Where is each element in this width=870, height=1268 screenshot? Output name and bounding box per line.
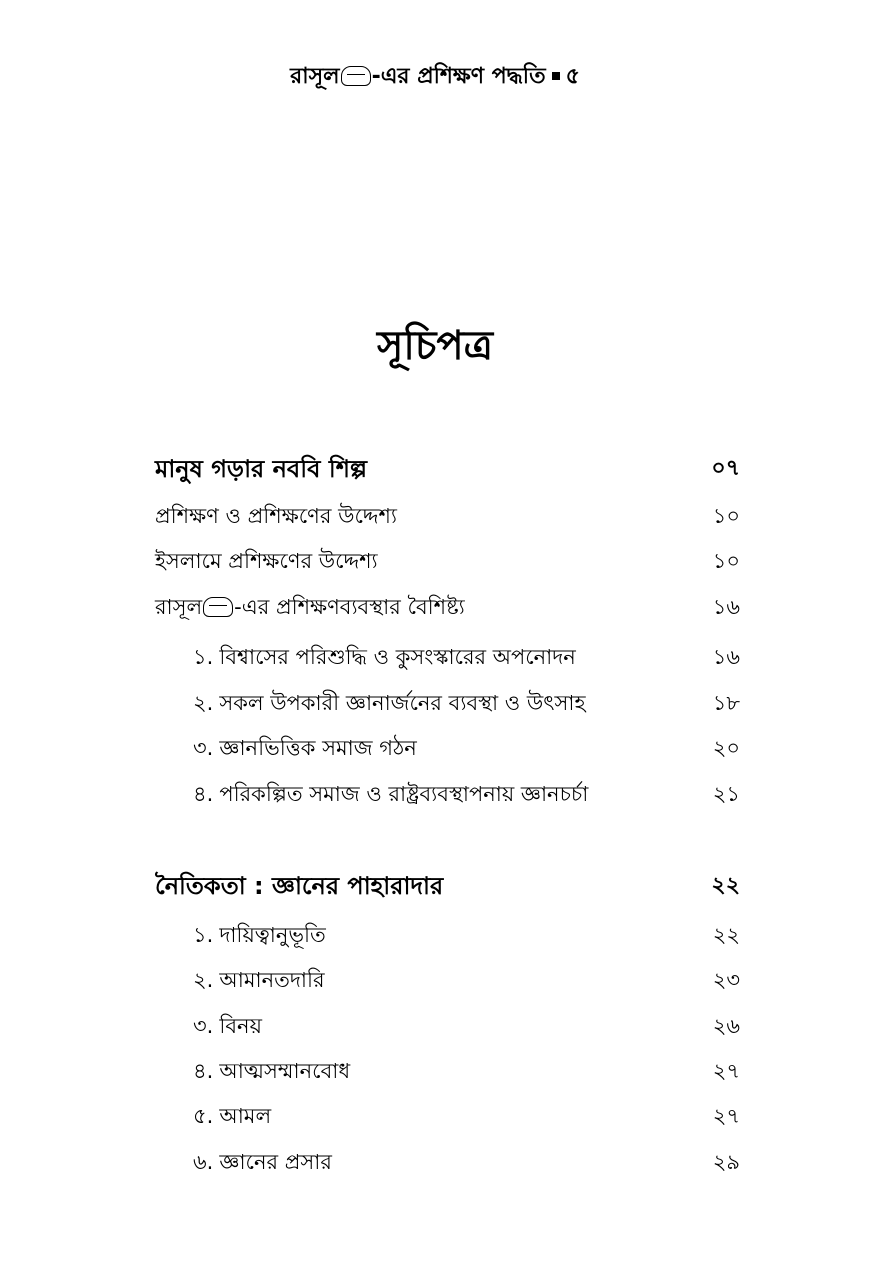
header-separator-icon bbox=[552, 72, 560, 80]
toc-section-page: ১০ bbox=[712, 504, 740, 528]
toc-item-page: ২৯ bbox=[712, 1150, 740, 1174]
header-title-part1: রাসূল bbox=[290, 64, 340, 89]
toc-item-number: ৬. bbox=[193, 1150, 214, 1174]
toc-section bbox=[0, 541, 870, 581]
toc-item-number: ৩. bbox=[193, 1014, 214, 1038]
toc-chapter-1 bbox=[0, 449, 870, 489]
toc-item bbox=[0, 1142, 870, 1182]
toc-item-page: ১৮ bbox=[712, 691, 740, 715]
toc-item bbox=[0, 1096, 870, 1136]
toc-item bbox=[0, 1006, 870, 1046]
toc-item-page: ২২ bbox=[712, 923, 740, 947]
salutation-seal-icon bbox=[203, 597, 233, 617]
toc-item-page: ২৭ bbox=[712, 1059, 740, 1083]
toc-item-number: ৩. bbox=[193, 736, 214, 760]
toc-section bbox=[0, 587, 870, 627]
toc-item-page: ২১ bbox=[712, 782, 740, 806]
toc-item-label: আমল bbox=[219, 1104, 272, 1128]
toc-section-label-part2: -এর প্রশিক্ষণব্যবস্থার বৈশিষ্ট্য bbox=[234, 595, 465, 619]
toc-item-number: ৫. bbox=[193, 1104, 214, 1128]
toc-item-label: জ্ঞানভিত্তিক সমাজ গঠন bbox=[219, 736, 417, 760]
toc-chapter-label: নৈতিকতা : জ্ঞানের পাহারাদার bbox=[155, 872, 444, 900]
running-header bbox=[0, 62, 870, 92]
toc-item bbox=[0, 774, 870, 814]
toc-chapter-label: মানুষ গড়ার নববি শিল্প bbox=[155, 455, 368, 483]
header-title-part2: -এর প্রশিক্ষণ পদ্ধতি bbox=[371, 64, 546, 89]
toc-item-label: পরিকল্পিত সমাজ ও রাষ্ট্রব্যবস্থাপনায় জ্ঞানচর্চা bbox=[219, 782, 589, 806]
toc-section-label-part1: রাসূল bbox=[155, 595, 203, 619]
toc-item bbox=[0, 683, 870, 723]
toc-item-label: দায়িত্বানুভূতি bbox=[219, 923, 326, 947]
toc-item-label: বিশ্বাসের পরিশুদ্ধি ও কুসংস্কারের অপনোদন bbox=[219, 645, 576, 669]
toc-item-page: ২৭ bbox=[712, 1104, 740, 1128]
page-title: সূচিপত্র bbox=[377, 323, 493, 369]
toc-item-number: ২. bbox=[193, 968, 214, 992]
toc-item-number: ৪. bbox=[193, 782, 214, 806]
toc-section bbox=[0, 496, 870, 536]
toc-section-label bbox=[155, 587, 465, 627]
salutation-seal-icon bbox=[341, 66, 371, 86]
toc-item-number: ২. bbox=[193, 691, 214, 715]
toc-section-page: ১৬ bbox=[712, 595, 740, 619]
toc-chapter-2 bbox=[0, 866, 870, 906]
toc-section-label: প্রশিক্ষণ ও প্রশিক্ষণের উদ্দেশ্য bbox=[155, 504, 397, 528]
toc-item-label: আত্মসম্মানবোধ bbox=[219, 1059, 351, 1083]
toc-item-number: ১. bbox=[193, 645, 214, 669]
toc-item bbox=[0, 637, 870, 677]
toc-item-page: ১৬ bbox=[712, 645, 740, 669]
header-page-number: ৫ bbox=[565, 64, 580, 89]
toc-section-page: ১০ bbox=[712, 549, 740, 573]
toc-item-number: ১. bbox=[193, 923, 214, 947]
toc-item-number: ৪. bbox=[193, 1059, 214, 1083]
toc-chapter-page: ০৭ bbox=[711, 456, 740, 481]
toc-item-label: সকল উপকারী জ্ঞানার্জনের ব্যবস্থা ও উৎসাহ bbox=[219, 691, 586, 715]
toc-item-label: আমানতদারি bbox=[219, 968, 325, 992]
toc-item-label: জ্ঞানের প্রসার bbox=[219, 1150, 332, 1174]
toc-item bbox=[0, 915, 870, 955]
toc-chapter-page: ২২ bbox=[711, 873, 740, 898]
toc-section-label: ইসলামে প্রশিক্ষণের উদ্দেশ্য bbox=[155, 549, 378, 573]
toc-item-page: ২৬ bbox=[712, 1014, 740, 1038]
toc-item-page: ২৩ bbox=[712, 968, 740, 992]
toc-item bbox=[0, 1051, 870, 1091]
toc-item-page: ২০ bbox=[712, 736, 740, 760]
toc-item bbox=[0, 960, 870, 1000]
toc-item bbox=[0, 728, 870, 768]
toc-item-label: বিনয় bbox=[219, 1014, 262, 1038]
